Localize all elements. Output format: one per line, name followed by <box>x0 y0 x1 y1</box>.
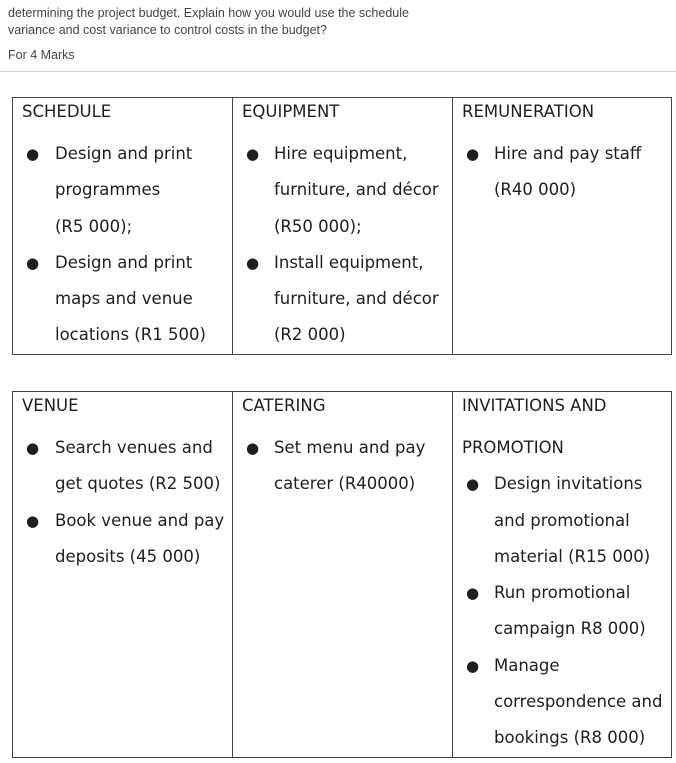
schedule-cell <box>13 98 233 355</box>
invitations-header: INVITATIONS AND <box>462 396 607 415</box>
bullet-icon: ● <box>26 439 40 457</box>
bullet-icon: ● <box>466 145 480 163</box>
list-item-line: Hire equipment, <box>274 144 408 163</box>
list-item-line: Manage <box>494 655 560 675</box>
remuneration-cell <box>453 98 672 355</box>
list-item-line: Design and print <box>55 252 193 272</box>
marks-label: For 4 Marks <box>8 48 75 62</box>
list-item-line: material (R15 000) <box>494 546 651 566</box>
bullet-icon: ● <box>26 253 40 272</box>
list-item <box>233 430 452 503</box>
list-item-line: Search venues and <box>55 438 213 457</box>
list-item <box>233 245 452 354</box>
bullet-icon: ● <box>466 656 480 675</box>
remuneration-list <box>453 136 671 209</box>
list-item-line: Run promotional <box>494 583 631 603</box>
list-item <box>13 430 232 503</box>
list-item-line: campaign R8 000) <box>494 619 646 639</box>
list-item-line: caterer (R40000) <box>274 474 416 494</box>
list-item-line: furniture, and décor <box>274 180 439 200</box>
list-item-line: locations (R1 500) <box>55 325 206 345</box>
list-item-line: Install equipment, <box>274 252 424 272</box>
list-item-line: bookings (R8 000) <box>494 728 646 748</box>
list-item-line: maps and venue <box>55 289 193 309</box>
list-item-line: Hire and pay staff <box>494 144 642 163</box>
venue-list <box>13 430 232 575</box>
list-item <box>13 503 232 576</box>
list-item <box>453 466 671 575</box>
schedule-header: SCHEDULE <box>22 102 112 121</box>
bullet-icon: ● <box>246 145 260 163</box>
list-item-line: (R5 000); <box>55 216 133 236</box>
remuneration-header: REMUNERATION <box>462 102 595 121</box>
divider <box>0 71 676 72</box>
list-item-line: correspondence and <box>494 692 663 712</box>
list-item-line: deposits (45 000) <box>55 546 201 566</box>
list-item <box>453 575 671 648</box>
venue-cell <box>13 392 233 758</box>
list-item-line: Design invitations <box>494 474 643 494</box>
list-item <box>13 245 232 354</box>
catering-cell <box>233 392 453 758</box>
equipment-cell <box>233 98 453 355</box>
equipment-header: EQUIPMENT <box>242 102 340 121</box>
bullet-icon: ● <box>246 439 260 457</box>
schedule-list <box>13 136 232 354</box>
list-item <box>233 136 452 245</box>
list-item-line: (R50 000); <box>274 216 362 236</box>
invitations-header-line-2: PROMOTION <box>462 438 564 457</box>
catering-header: CATERING <box>242 396 326 415</box>
question-text <box>8 5 608 39</box>
bullet-icon: ● <box>466 475 480 494</box>
list-item-line: (R40 000) <box>494 180 577 200</box>
catering-list <box>233 430 452 503</box>
bullet-icon: ● <box>246 253 260 272</box>
venue-header: VENUE <box>22 396 79 415</box>
list-item-line: (R2 000) <box>274 325 346 345</box>
question-line-1: determining the project budget. Explain how you would use the schedule <box>8 6 409 20</box>
list-item <box>13 136 232 245</box>
bullet-icon: ● <box>26 145 40 163</box>
list-item <box>453 648 671 757</box>
equipment-list <box>233 136 452 354</box>
bullet-icon: ● <box>466 584 480 603</box>
list-item-line: Book venue and pay <box>55 510 225 530</box>
question-line-2: variance and cost variance to control costs in the budget? <box>8 23 327 37</box>
invitations-list <box>453 466 671 756</box>
list-item-line: programmes <box>55 180 161 200</box>
budget-table-bottom <box>12 391 672 758</box>
list-item-line: furniture, and décor <box>274 289 439 309</box>
budget-table-top <box>12 97 672 355</box>
list-item-line: Design and print <box>55 144 193 163</box>
list-item-line: Set menu and pay <box>274 438 426 457</box>
list-item-line: and promotional <box>494 510 630 530</box>
list-item <box>453 136 671 209</box>
invitations-cell <box>453 392 672 758</box>
bullet-icon: ● <box>26 511 40 530</box>
list-item-line: get quotes (R2 500) <box>55 474 221 494</box>
